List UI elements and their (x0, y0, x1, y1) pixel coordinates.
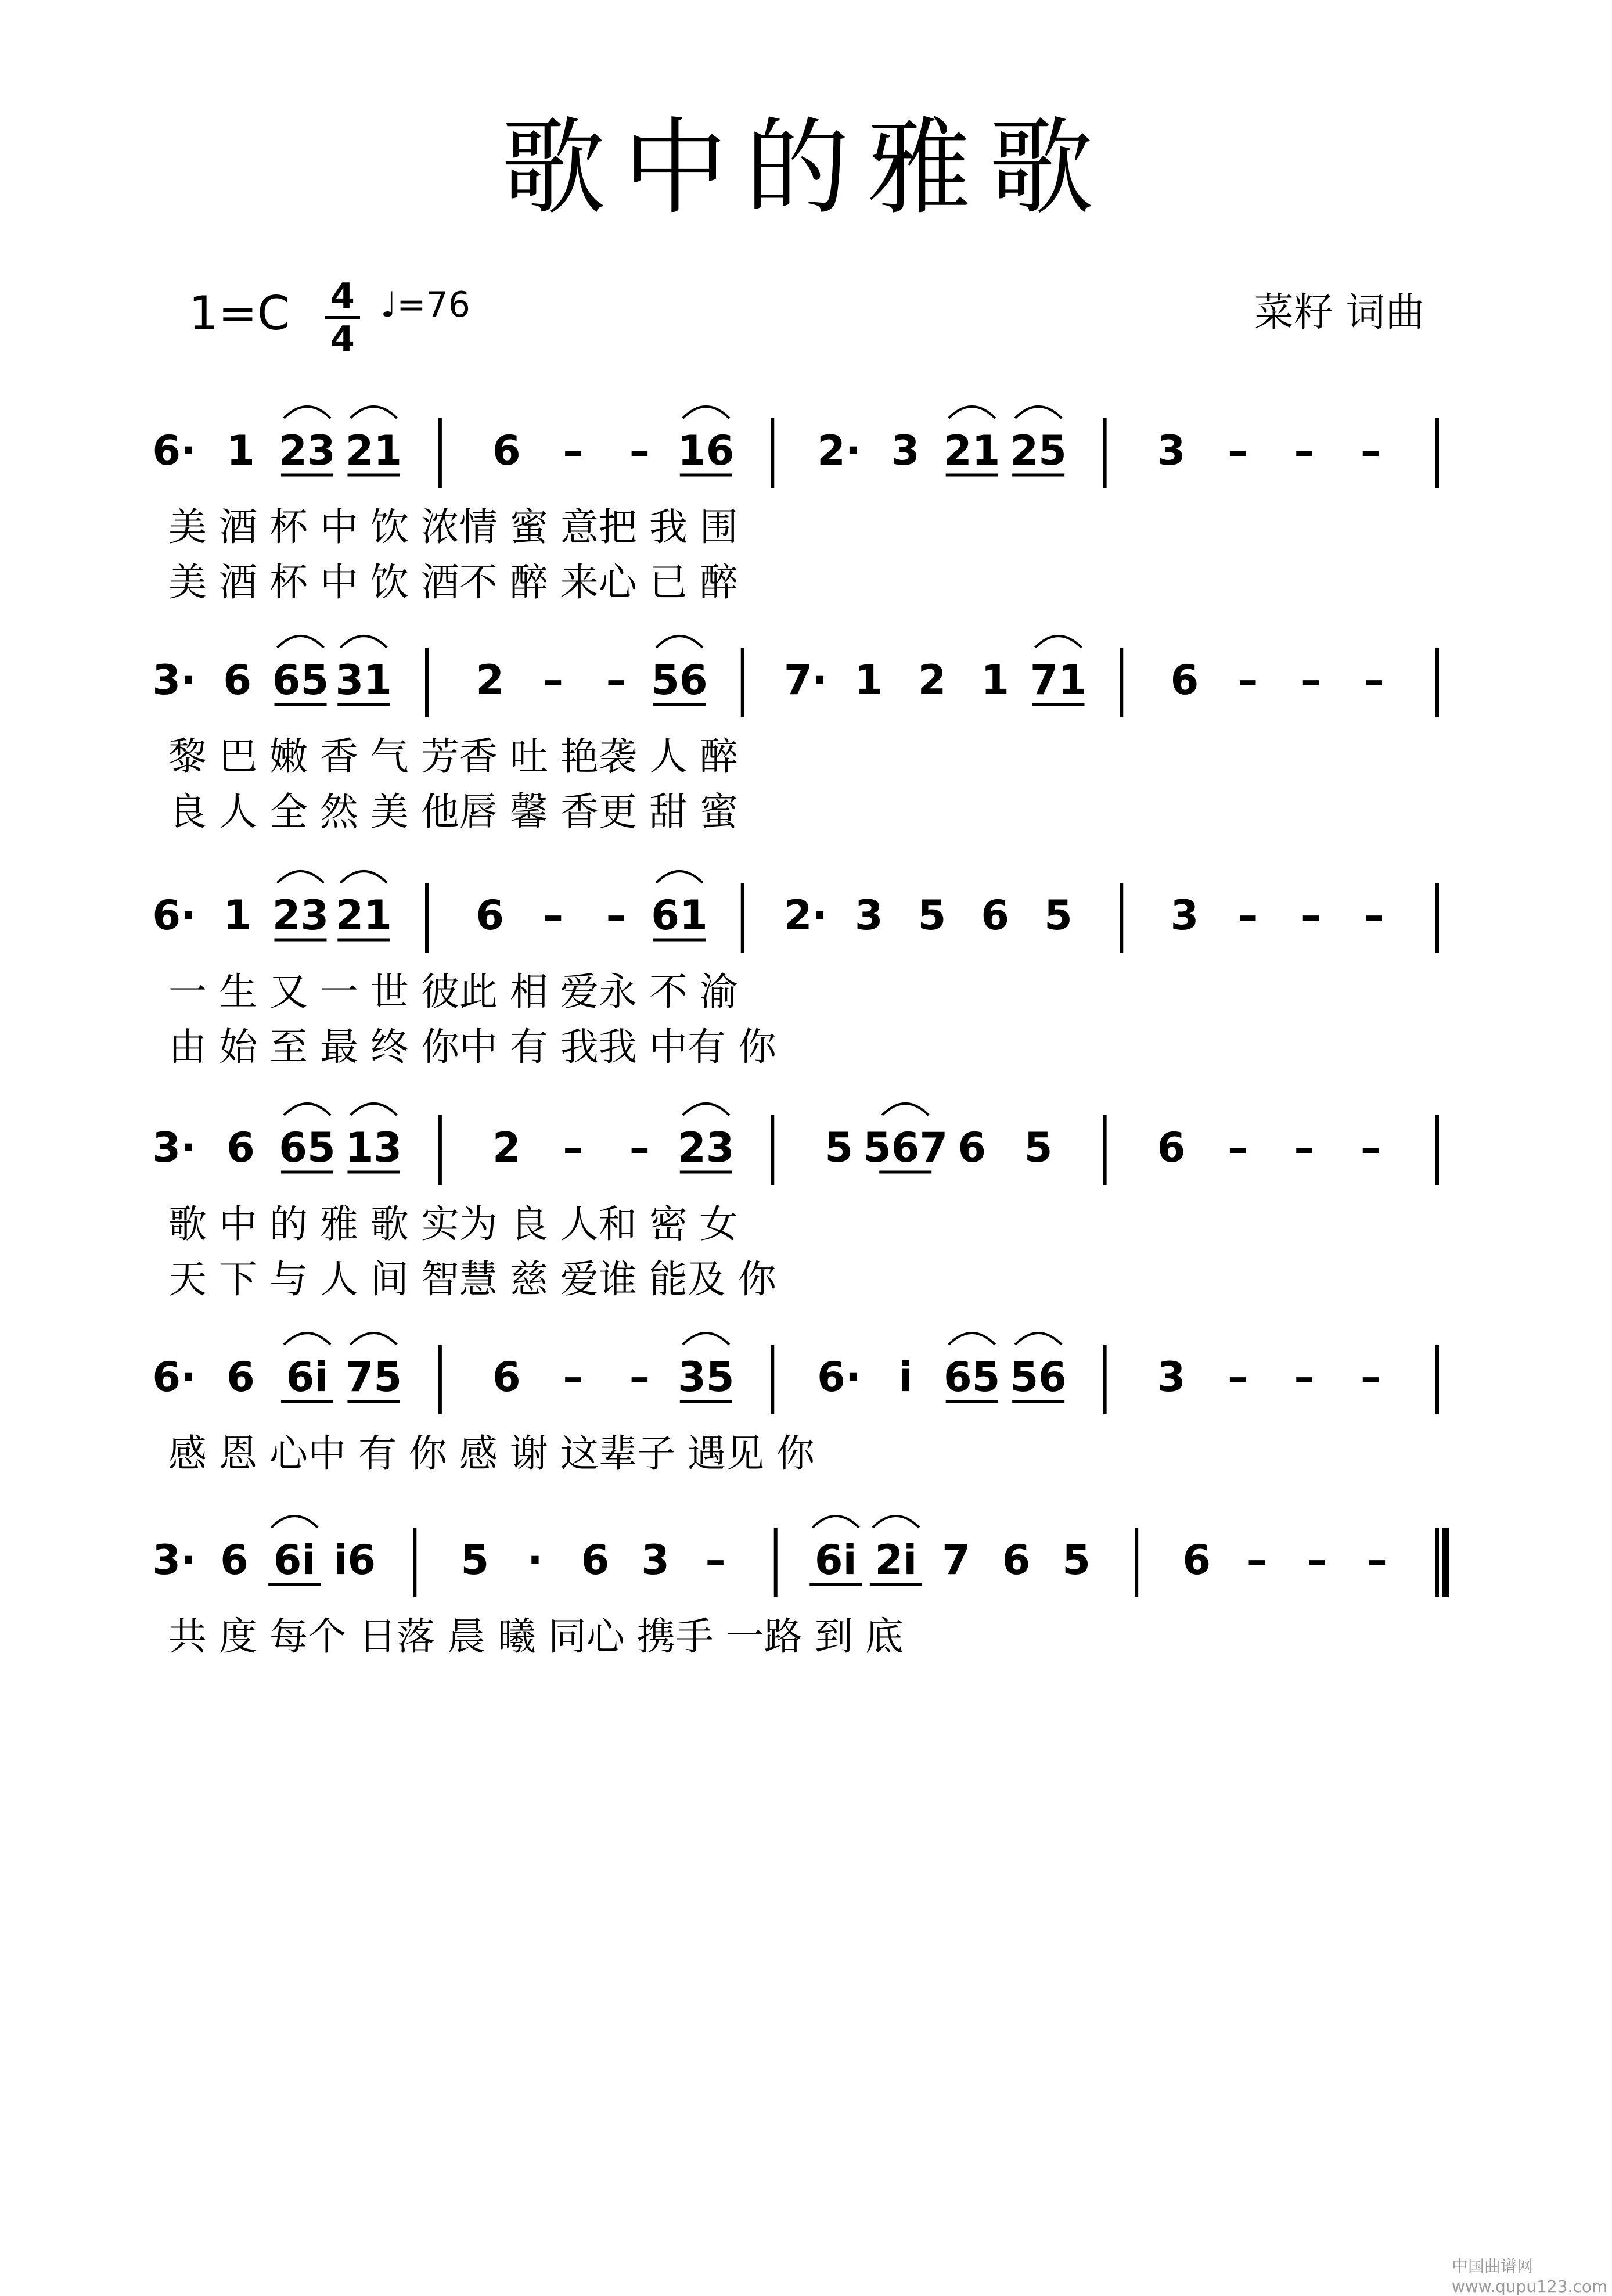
note: 1 (226, 427, 255, 475)
note: 6i (273, 1536, 316, 1584)
slur (284, 407, 330, 418)
note: – (1361, 427, 1381, 475)
note: 2i (875, 1536, 917, 1584)
slur (656, 871, 703, 883)
note: 6i (286, 1353, 329, 1401)
note: 3· (152, 1124, 196, 1172)
slur (812, 1516, 859, 1528)
slur (1015, 1333, 1062, 1345)
slur (683, 407, 729, 418)
slur (683, 1104, 729, 1115)
note: 75 (345, 1353, 402, 1401)
slur (284, 1333, 330, 1345)
note: – (1294, 1353, 1315, 1401)
lyric-line: 美 酒 杯 中 饮 酒不 醉 来心 已 醉 (168, 560, 738, 605)
note: 7· (783, 656, 828, 704)
lyric-line: 美 酒 杯 中 饮 浓情 蜜 意把 我 围 (168, 505, 738, 549)
note: 25 (1010, 427, 1067, 475)
note: – (1363, 656, 1384, 704)
note: 6 (492, 1353, 521, 1401)
note: 6 (1182, 1536, 1211, 1584)
note: 6 (226, 1353, 255, 1401)
lyric-line: 良 人 全 然 美 他唇 馨 香更 甜 蜜 (168, 789, 738, 834)
slur (949, 1333, 995, 1345)
note: – (1301, 892, 1321, 939)
score-system (152, 1104, 1437, 1302)
slur (1015, 407, 1062, 418)
note: 7 (942, 1536, 970, 1584)
note: 5 (1044, 892, 1073, 939)
note: – (705, 1536, 726, 1584)
note: 56 (1010, 1353, 1067, 1401)
song-title: 歌中的雅歌 (501, 107, 1111, 229)
key-signature: 1=C (189, 286, 290, 340)
note: · (527, 1536, 543, 1584)
note: 1 (223, 892, 252, 939)
slur (949, 407, 995, 418)
lyric-line: 黎 巴 嫩 香 气 芳香 吐 艳袭 人 醉 (168, 734, 738, 779)
note: 16 (678, 427, 735, 475)
note: 1 (854, 656, 883, 704)
lyric-line: 共 度 每个 日落 晨 曦 同心 携手 一路 到 底 (168, 1614, 904, 1659)
lyric-line: 一 生 又 一 世 彼此 相 爱永 不 渝 (168, 969, 738, 1014)
note: 3 (1157, 427, 1186, 475)
note: 6 (220, 1536, 249, 1584)
note: 3 (891, 427, 920, 475)
note: 3· (152, 656, 196, 704)
note: 23 (678, 1124, 735, 1172)
note: 6 (476, 892, 505, 939)
slur (1035, 636, 1082, 648)
note: 2 (917, 656, 947, 704)
note: – (1228, 427, 1248, 475)
note: 6· (152, 892, 196, 939)
lyric-line: 歌 中 的 雅 歌 实为 良 人和 密 女 (168, 1202, 738, 1246)
note: 6 (1157, 1124, 1186, 1172)
note: – (1301, 656, 1321, 704)
note: 567 (863, 1124, 948, 1172)
slur (873, 1516, 919, 1528)
note: – (563, 427, 584, 475)
score-system (152, 871, 1437, 1069)
note: – (1307, 1536, 1327, 1584)
note: – (1228, 1353, 1248, 1401)
composer-credit: 菜籽 词曲 (1254, 290, 1425, 336)
slur (350, 1104, 397, 1115)
note: – (629, 427, 650, 475)
note: – (1361, 1124, 1381, 1172)
note: – (1363, 892, 1384, 939)
note: 2 (492, 1124, 521, 1172)
note: 31 (335, 656, 392, 704)
note: – (606, 656, 627, 704)
note: 5 (917, 892, 947, 939)
score-system (152, 407, 1437, 605)
note: 21 (345, 427, 402, 475)
watermark: 中国曲谱网 www.qupu123.com (1452, 2257, 1608, 2296)
note: – (543, 892, 563, 939)
slur (350, 407, 397, 418)
note: 65 (272, 656, 329, 704)
score-system (152, 1333, 1437, 1476)
note: 21 (943, 427, 1001, 475)
note: 61 (651, 892, 708, 939)
note: 6· (817, 1353, 861, 1401)
note: – (1228, 1124, 1248, 1172)
note: 3 (854, 892, 883, 939)
note: 1 (981, 656, 1010, 704)
note: – (1237, 656, 1258, 704)
note: 21 (335, 892, 392, 939)
note: 6 (1170, 656, 1199, 704)
meter-bottom: 4 (330, 319, 355, 360)
note: 6i (814, 1536, 857, 1584)
note: 2 (476, 656, 505, 704)
note: 6· (152, 427, 196, 475)
note: – (629, 1124, 650, 1172)
lyric-line: 天 下 与 人 间 智慧 慈 爱谁 能及 你 (168, 1257, 776, 1302)
note: 6 (581, 1536, 610, 1584)
lyric-line: 感 恩 心中 有 你 感 谢 这辈子 遇见 你 (168, 1431, 815, 1476)
note: 3 (641, 1536, 670, 1584)
note: 5 (825, 1124, 854, 1172)
slur (278, 636, 324, 648)
note: 3 (1157, 1353, 1186, 1401)
note: 5 (460, 1536, 490, 1584)
slur (284, 1104, 330, 1115)
note: 65 (279, 1124, 336, 1172)
slur (882, 1104, 929, 1115)
slur (271, 1516, 318, 1528)
note: – (563, 1353, 584, 1401)
note: 6 (981, 892, 1010, 939)
note: – (563, 1124, 584, 1172)
note: – (1361, 1353, 1381, 1401)
note: – (543, 656, 563, 704)
slur (683, 1333, 729, 1345)
note: 6· (152, 1353, 196, 1401)
note: 2· (783, 892, 828, 939)
note: 56 (651, 656, 708, 704)
note: 65 (943, 1353, 1001, 1401)
note: 13 (345, 1124, 402, 1172)
tempo-marking: ♩=76 (380, 285, 470, 325)
note: 6 (492, 427, 521, 475)
meter-top: 4 (330, 276, 355, 317)
note: – (1246, 1536, 1267, 1584)
slur (656, 636, 703, 648)
note: – (1294, 427, 1315, 475)
note: 3· (152, 1536, 196, 1584)
lyric-line: 由 始 至 最 终 你中 有 我我 中有 你 (168, 1025, 776, 1069)
note: – (606, 892, 627, 939)
note: 6 (958, 1124, 987, 1172)
note: 6 (223, 656, 252, 704)
score-system (152, 636, 1437, 834)
note: 5 (1024, 1124, 1053, 1172)
note: – (1294, 1124, 1315, 1172)
note: i (898, 1353, 913, 1401)
note: – (629, 1353, 650, 1401)
note: 23 (272, 892, 329, 939)
slur (340, 871, 387, 883)
slur (350, 1333, 397, 1345)
slur (340, 636, 387, 648)
note: 6 (226, 1124, 255, 1172)
note: 35 (678, 1353, 735, 1401)
note: i6 (333, 1536, 376, 1584)
slur (278, 871, 324, 883)
note: 3 (1170, 892, 1199, 939)
note: 5 (1062, 1536, 1091, 1584)
note: 71 (1030, 656, 1087, 704)
note: 2· (817, 427, 861, 475)
note: – (1366, 1536, 1387, 1584)
note: 6 (1002, 1536, 1031, 1584)
note: 23 (279, 427, 336, 475)
score-system (152, 1516, 1445, 1659)
note: – (1237, 892, 1258, 939)
